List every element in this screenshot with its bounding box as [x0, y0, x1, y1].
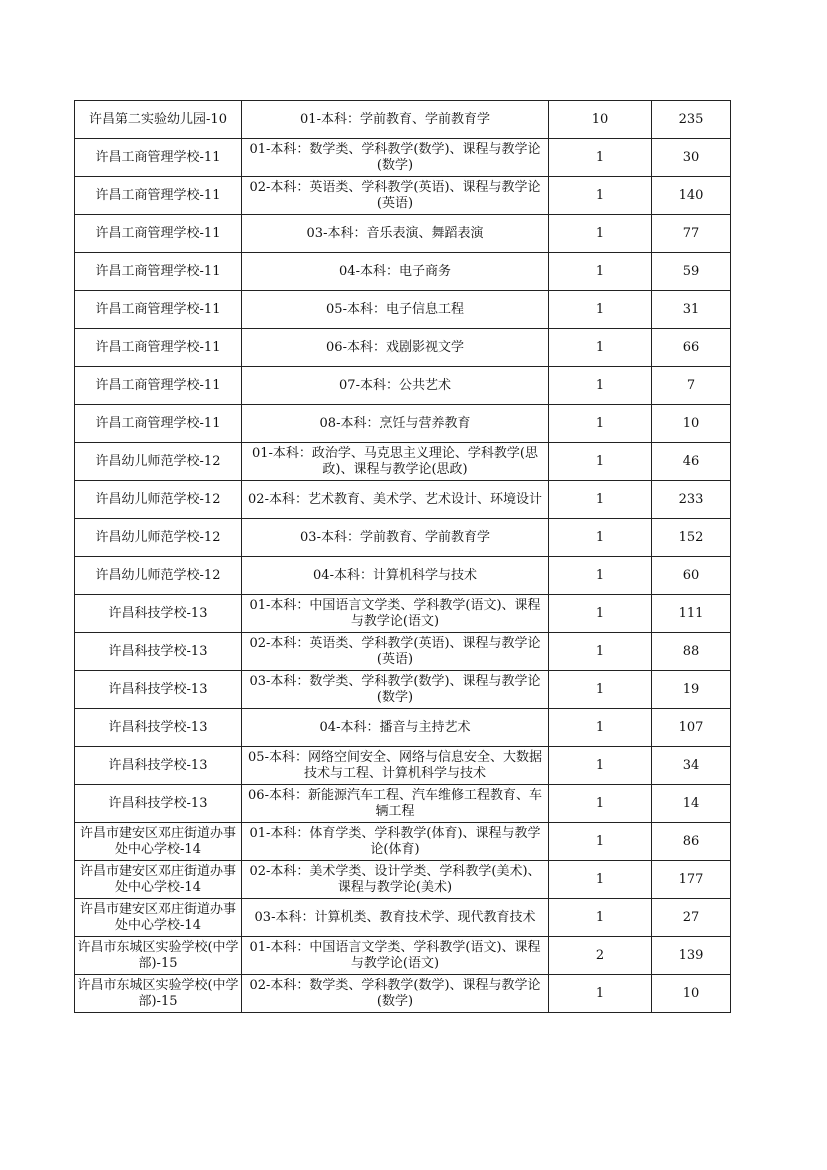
applicants-cell: 235	[652, 101, 731, 139]
quota-cell: 2	[549, 937, 652, 975]
quota-cell: 1	[549, 823, 652, 861]
school-cell: 许昌幼儿师范学校-12	[75, 519, 242, 557]
quota-cell: 10	[549, 101, 652, 139]
applicants-cell: 34	[652, 747, 731, 785]
table-row	[75, 823, 731, 861]
table-body	[75, 101, 731, 1013]
quota-cell: 1	[549, 975, 652, 1013]
school-cell: 许昌市东城区实验学校(中学部)-15	[75, 975, 242, 1013]
applicants-cell: 10	[652, 405, 731, 443]
school-cell: 许昌科技学校-13	[75, 633, 242, 671]
applicants-cell: 14	[652, 785, 731, 823]
applicants-cell: 107	[652, 709, 731, 747]
school-cell: 许昌幼儿师范学校-12	[75, 557, 242, 595]
quota-cell: 1	[549, 367, 652, 405]
applicants-cell: 140	[652, 177, 731, 215]
applicants-cell: 77	[652, 215, 731, 253]
table-row	[75, 899, 731, 937]
major-cell: 01-本科：体育学类、学科教学(体育)、课程与教学论(体育)	[242, 823, 549, 861]
quota-cell: 1	[549, 747, 652, 785]
applicants-cell: 111	[652, 595, 731, 633]
table-row	[75, 329, 731, 367]
quota-cell: 1	[549, 709, 652, 747]
major-cell: 02-本科：数学类、学科教学(数学)、课程与教学论(数学)	[242, 975, 549, 1013]
school-cell: 许昌科技学校-13	[75, 671, 242, 709]
table-row	[75, 101, 731, 139]
table-row	[75, 367, 731, 405]
major-cell: 04-本科：电子商务	[242, 253, 549, 291]
school-cell: 许昌科技学校-13	[75, 709, 242, 747]
table-row	[75, 975, 731, 1013]
major-cell: 01-本科：数学类、学科教学(数学)、课程与教学论(数学)	[242, 139, 549, 177]
major-cell: 01-本科：中国语言文学类、学科教学(语文)、课程与教学论(语文)	[242, 595, 549, 633]
major-cell: 03-本科：音乐表演、舞蹈表演	[242, 215, 549, 253]
quota-cell: 1	[549, 671, 652, 709]
school-cell: 许昌工商管理学校-11	[75, 405, 242, 443]
applicants-cell: 19	[652, 671, 731, 709]
major-cell: 02-本科：艺术教育、美术学、艺术设计、环境设计	[242, 481, 549, 519]
quota-cell: 1	[549, 899, 652, 937]
quota-cell: 1	[549, 481, 652, 519]
table-row	[75, 595, 731, 633]
table-row	[75, 443, 731, 481]
applicants-cell: 177	[652, 861, 731, 899]
table-row	[75, 481, 731, 519]
school-cell: 许昌工商管理学校-11	[75, 291, 242, 329]
school-cell: 许昌科技学校-13	[75, 785, 242, 823]
school-cell: 许昌第二实验幼儿园-10	[75, 101, 242, 139]
major-cell: 04-本科：计算机科学与技术	[242, 557, 549, 595]
major-cell: 01-本科：学前教育、学前教育学	[242, 101, 549, 139]
quota-cell: 1	[549, 861, 652, 899]
major-cell: 08-本科：烹饪与营养教育	[242, 405, 549, 443]
major-cell: 03-本科：学前教育、学前教育学	[242, 519, 549, 557]
quota-cell: 1	[549, 215, 652, 253]
school-cell: 许昌科技学校-13	[75, 595, 242, 633]
school-cell: 许昌幼儿师范学校-12	[75, 443, 242, 481]
major-cell: 07-本科：公共艺术	[242, 367, 549, 405]
major-cell: 03-本科：计算机类、教育技术学、现代教育技术	[242, 899, 549, 937]
table-row	[75, 519, 731, 557]
table-row	[75, 861, 731, 899]
table-row	[75, 177, 731, 215]
applicants-cell: 59	[652, 253, 731, 291]
school-cell: 许昌工商管理学校-11	[75, 329, 242, 367]
applicants-cell: 88	[652, 633, 731, 671]
major-cell: 02-本科：美术学类、设计学类、学科教学(美术)、课程与教学论(美术)	[242, 861, 549, 899]
quota-cell: 1	[549, 253, 652, 291]
table-row	[75, 253, 731, 291]
school-cell: 许昌工商管理学校-11	[75, 215, 242, 253]
school-cell: 许昌工商管理学校-11	[75, 177, 242, 215]
table-row	[75, 633, 731, 671]
major-cell: 02-本科：英语类、学科教学(英语)、课程与教学论(英语)	[242, 177, 549, 215]
quota-cell: 1	[549, 443, 652, 481]
quota-cell: 1	[549, 291, 652, 329]
table-row	[75, 215, 731, 253]
quota-cell: 1	[549, 177, 652, 215]
applicants-cell: 152	[652, 519, 731, 557]
table-row	[75, 671, 731, 709]
major-cell: 03-本科：数学类、学科教学(数学)、课程与教学论(数学)	[242, 671, 549, 709]
school-cell: 许昌科技学校-13	[75, 747, 242, 785]
quota-cell: 1	[549, 557, 652, 595]
applicants-cell: 139	[652, 937, 731, 975]
quota-cell: 1	[549, 405, 652, 443]
school-cell: 许昌市建安区邓庄街道办事处中心学校-14	[75, 823, 242, 861]
quota-cell: 1	[549, 139, 652, 177]
major-cell: 05-本科：电子信息工程	[242, 291, 549, 329]
major-cell: 04-本科：播音与主持艺术	[242, 709, 549, 747]
applicants-cell: 86	[652, 823, 731, 861]
applicants-cell: 66	[652, 329, 731, 367]
table-row	[75, 139, 731, 177]
table-row	[75, 291, 731, 329]
table-row	[75, 785, 731, 823]
applicants-cell: 30	[652, 139, 731, 177]
applicants-cell: 27	[652, 899, 731, 937]
applicants-cell: 46	[652, 443, 731, 481]
major-cell: 06-本科：新能源汽车工程、汽车维修工程教育、车辆工程	[242, 785, 549, 823]
table-row	[75, 405, 731, 443]
quota-cell: 1	[549, 785, 652, 823]
quota-cell: 1	[549, 519, 652, 557]
applicants-cell: 10	[652, 975, 731, 1013]
school-cell: 许昌工商管理学校-11	[75, 253, 242, 291]
major-cell: 01-本科：政治学、马克思主义理论、学科教学(思政)、课程与教学论(思政)	[242, 443, 549, 481]
applicants-cell: 31	[652, 291, 731, 329]
applicants-cell: 60	[652, 557, 731, 595]
school-cell: 许昌工商管理学校-11	[75, 367, 242, 405]
table-row	[75, 747, 731, 785]
applicants-cell: 7	[652, 367, 731, 405]
quota-cell: 1	[549, 633, 652, 671]
major-cell: 05-本科：网络空间安全、网络与信息安全、大数据技术与工程、计算机科学与技术	[242, 747, 549, 785]
school-cell: 许昌市建安区邓庄街道办事处中心学校-14	[75, 899, 242, 937]
registration-table	[74, 100, 731, 1013]
school-cell: 许昌工商管理学校-11	[75, 139, 242, 177]
school-cell: 许昌幼儿师范学校-12	[75, 481, 242, 519]
major-cell: 06-本科：戏剧影视文学	[242, 329, 549, 367]
quota-cell: 1	[549, 595, 652, 633]
table-row	[75, 709, 731, 747]
applicants-cell: 233	[652, 481, 731, 519]
major-cell: 02-本科：英语类、学科教学(英语)、课程与教学论(英语)	[242, 633, 549, 671]
table-row	[75, 937, 731, 975]
school-cell: 许昌市建安区邓庄街道办事处中心学校-14	[75, 861, 242, 899]
major-cell: 01-本科：中国语言文学类、学科教学(语文)、课程与教学论(语文)	[242, 937, 549, 975]
table-row	[75, 557, 731, 595]
quota-cell: 1	[549, 329, 652, 367]
school-cell: 许昌市东城区实验学校(中学部)-15	[75, 937, 242, 975]
